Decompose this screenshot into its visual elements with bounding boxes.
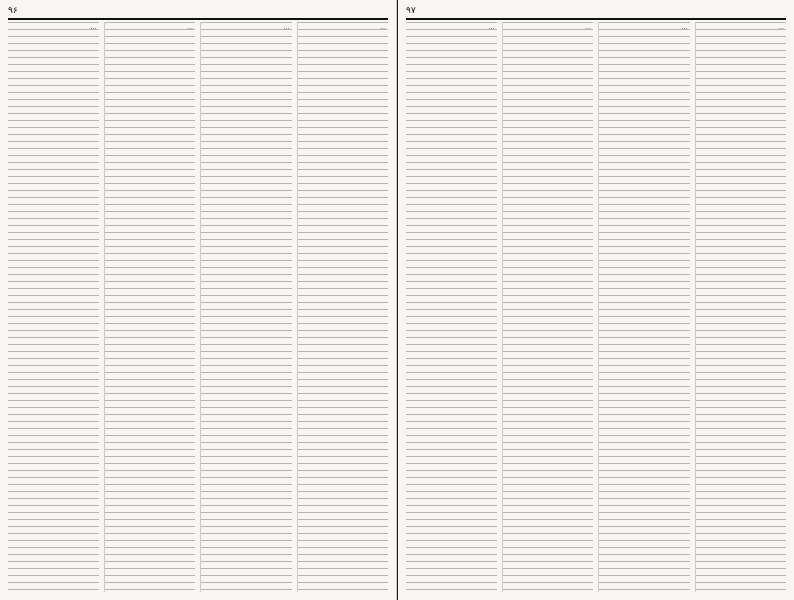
left-page-columns (8, 22, 388, 592)
right-page-rule (406, 18, 786, 20)
right-page (398, 0, 794, 600)
right-column-1 (695, 22, 787, 592)
left-page-rule (8, 18, 388, 20)
left-column-1 (297, 22, 389, 592)
right-page-columns (406, 22, 786, 592)
column-text: … (778, 24, 784, 31)
right-column-4 (406, 22, 497, 592)
column-text: … (681, 24, 688, 31)
column-text: … (283, 24, 290, 31)
left-page-masthead (8, 4, 388, 18)
column-text: … (488, 24, 495, 31)
right-page-masthead (406, 4, 786, 18)
column-text: … (585, 24, 591, 31)
left-header-page: ۹۶ (8, 6, 18, 16)
right-column-2 (598, 22, 690, 592)
right-column-3 (502, 22, 594, 592)
column-text: … (187, 24, 193, 31)
right-header-page: ۹۷ (406, 6, 416, 16)
left-column-2 (200, 22, 292, 592)
column-text: … (90, 24, 97, 31)
column-text: … (380, 24, 386, 31)
left-column-3 (104, 22, 196, 592)
left-column-4 (8, 22, 99, 592)
